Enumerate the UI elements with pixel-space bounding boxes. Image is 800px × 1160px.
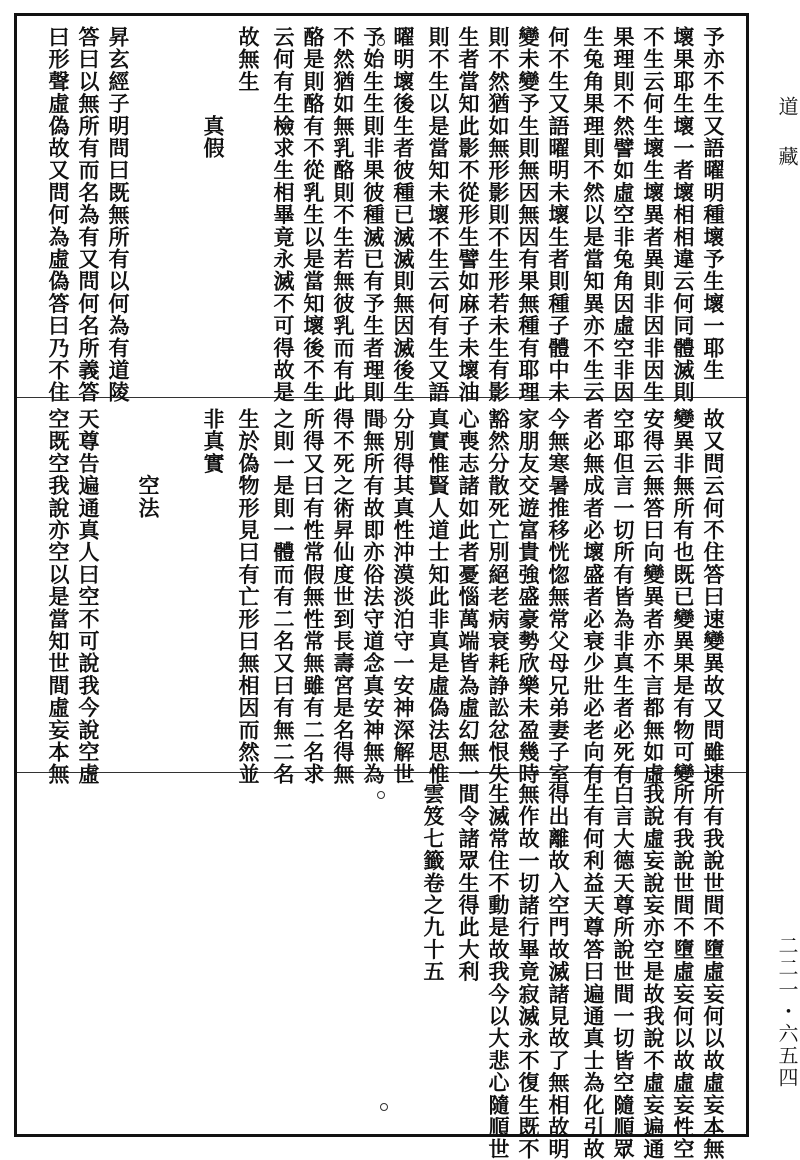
- text-column: 變異非無所有也既已變異果是有物可變: [671, 408, 696, 786]
- text-column: 壞果耶生壞一者壞相相違云何同體滅則: [671, 26, 696, 404]
- text-column: 不生云何生壞生壞異者異則非因非因生: [641, 26, 666, 404]
- page-number: 二二一・六五四: [775, 935, 799, 1089]
- text-column: 則不然猶如無形影則不生形若未生有影: [486, 26, 511, 404]
- text-column: 生兔角果理則不然以是當知異亦不生云: [581, 26, 606, 404]
- text-column: 空耶但言一切所有皆為非真生者必死有: [611, 408, 636, 786]
- punctuation-circle: [380, 1103, 388, 1111]
- text-panel-3: [17, 773, 746, 1160]
- section-heading: 空法: [136, 408, 161, 519]
- text-panel-2: [17, 398, 746, 786]
- text-column: 生滅常住不動是故我今以大悲心隨順世: [486, 783, 511, 1160]
- text-column: 變未變予生則無因無因有果無種有耶理: [516, 26, 541, 404]
- text-column: 云何有生檢求生相畢竟永滅不可得故是: [271, 26, 296, 404]
- text-column: 豁然分散死亡別絕老病衰耗諍訟忿恨失: [486, 408, 511, 786]
- page-frame: [14, 13, 749, 1160]
- text-column: 得出離故入空門故滅諸見故了無相故明: [546, 783, 571, 1160]
- punctuation-circle: [377, 791, 385, 799]
- volume-end-title: 雲笈七籤卷之九十五: [421, 783, 446, 983]
- text-column: 者必無成者必壞盛者必衰少壯必老向有: [581, 408, 606, 786]
- text-column: 所有我說世間不墮虛妄何以故虛妄本無: [701, 783, 726, 1160]
- text-column: 非真實: [201, 408, 226, 475]
- text-column: 間無所有故即亦俗法守道念真安神無為: [361, 408, 386, 786]
- text-column: 間令諸眾生得此大利: [456, 783, 481, 983]
- text-column: 答曰以無所有而名為有又問何名所義答: [76, 26, 101, 404]
- text-column: 果理則不然譬如虛空非兔角因虛空非因: [611, 26, 636, 404]
- text-column: 所有我說世間不墮虛妄何以故虛妄性空: [671, 783, 696, 1160]
- punctuation-circle: [379, 416, 387, 424]
- text-column: 白言大德天尊所說世間一切皆空隨順眾: [611, 783, 636, 1160]
- text-column: 所得又曰有性常假無性常無雖有二名求: [301, 408, 326, 786]
- text-column: 分別得其真性沖漠淡泊守一安神深解世: [391, 408, 416, 786]
- text-column: 我說虛妄說妄亦空是故我說不虛妄遍通: [641, 783, 666, 1160]
- text-column: 今無寒暑推移恍惚無常父母兄弟妻子室: [546, 408, 571, 786]
- text-column: 真實惟賢人道士知此非真是虛偽法思惟: [426, 408, 451, 786]
- text-column: 家朋友交遊富貴強盛豪勢欣樂未盈幾時: [516, 408, 541, 786]
- text-column: 曰形聲虛偽故又問何為虛偽答曰乃不住: [46, 26, 71, 404]
- text-column: 故無生: [236, 26, 261, 93]
- section-heading: 真假: [201, 26, 226, 160]
- text-column: 則不生以是當知未壞不生云何有生又語: [426, 26, 451, 404]
- punctuation-circle: [372, 368, 380, 376]
- text-column: 得不死之術昇仙度世到長壽宮是名得無: [331, 408, 356, 786]
- text-column: 之則一是則一體而有二名又曰有無二名: [271, 408, 296, 786]
- text-column: 予亦不生又語曜明種壞予生壞一耶生: [701, 26, 726, 382]
- text-column: 酪是則酪有不從乳生以是當知壞後不生: [301, 26, 326, 404]
- text-column: 生有何利益天尊答曰遍通真士為化引故: [581, 783, 606, 1160]
- text-column: 無作故一切諸行畢竟寂滅永不復生既不: [516, 783, 541, 1160]
- punctuation-circle: [377, 38, 385, 46]
- text-column: 天尊告遍通真人曰空不可說我今說空虛: [76, 408, 101, 786]
- book-title: 道藏: [775, 96, 799, 196]
- text-column: 曜明壞後生者彼種已滅滅則無因滅後生: [391, 26, 416, 404]
- text-column: 生者當知此影不從形生譬如麻子未壞油: [456, 26, 481, 404]
- text-column: 空既空我說亦空以是當知世間虛妄本無: [46, 408, 71, 786]
- text-column: 何不生又語曜明未壞生者則種子體中未: [546, 26, 571, 404]
- text-column: 心喪志諸如此者憂惱萬端皆為虛幻無一: [456, 408, 481, 786]
- text-column: 予始生生則非果彼種滅已有予生者理則: [361, 26, 386, 404]
- text-column: 不然猶如無乳酪則不生若無彼乳而有此: [331, 26, 356, 404]
- text-panel-1: [17, 16, 746, 404]
- text-column: 生於偽物形見曰有亡形曰無相因而然並: [236, 408, 261, 786]
- text-column: 安得云無答曰向變異者亦不言都無如虛: [641, 408, 666, 786]
- text-column: 故又問云何不住答曰速變異故又問雖速: [701, 408, 726, 786]
- text-column: 昇玄經子明問曰既無所有以何為有道陵: [106, 26, 131, 404]
